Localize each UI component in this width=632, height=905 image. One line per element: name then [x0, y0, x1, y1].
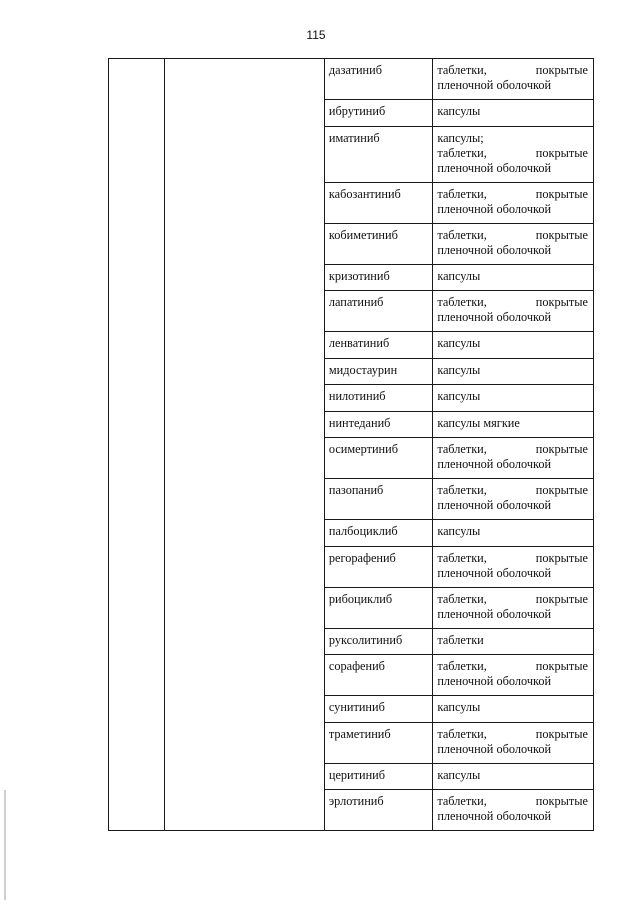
dosage-form-line: пленочной оболочкой [437, 565, 552, 580]
dosage-form-cell [433, 411, 594, 438]
dosage-form-line: таблетки, покрытые [437, 794, 588, 808]
dosage-form-line: пленочной оболочкой [437, 457, 552, 471]
dosage-form-cell [433, 587, 594, 628]
dosage-form-line: таблетки, покрытые [437, 726, 588, 741]
dosage-form-line: капсулы; [437, 130, 484, 145]
dosage-form-line: таблетки, покрытые [437, 227, 588, 242]
page-number: 115 [306, 28, 326, 42]
dosage-form-cell [433, 358, 594, 385]
drug-name-cell: ленватиниб [324, 332, 432, 359]
scan-edge-mark [4, 790, 6, 900]
drug-name-cell: нилотиниб [324, 385, 432, 412]
drug-name-cell: кризотиниб [324, 264, 432, 291]
dosage-form-cell [433, 520, 594, 547]
drug-name-cell: дазатиниб [324, 59, 432, 100]
dosage-form-line: пленочной оболочкой [437, 674, 552, 688]
dosage-form-cell [433, 332, 594, 359]
dosage-form-line: капсулы [437, 104, 481, 118]
dosage-form-line: капсулы [437, 700, 481, 714]
dosage-form-line: пленочной оболочкой [437, 160, 552, 175]
drug-name-cell: руксолитиниб [324, 628, 432, 655]
dosage-form-cell [433, 264, 594, 291]
dosage-form-cell [433, 223, 594, 264]
drug-name-cell: мидостаурин [324, 358, 432, 385]
drug-name-cell: пазопаниб [324, 479, 432, 520]
drug-name-cell: кабозантиниб [324, 182, 432, 223]
drug-name-cell: иматиниб [324, 126, 432, 182]
dosage-form-cell [433, 790, 594, 831]
dosage-form-line: таблетки, покрытые [437, 63, 588, 77]
drug-table [108, 58, 594, 831]
dosage-form-cell [433, 722, 594, 763]
drug-name-cell: церитиниб [324, 763, 432, 790]
dosage-form-cell [433, 385, 594, 412]
drug-name-cell: сунитиниб [324, 696, 432, 723]
drug-name-cell: траметиниб [324, 722, 432, 763]
dosage-form-line: пленочной оболочкой [437, 809, 552, 823]
dosage-form-cell [433, 59, 594, 100]
dosage-form-line: пленочной оболочкой [437, 498, 552, 512]
dosage-form-cell [433, 628, 594, 655]
drug-name-cell: рибоциклиб [324, 587, 432, 628]
drug-name-cell: регорафениб [324, 546, 432, 587]
dosage-form-line: таблетки, покрытые [437, 483, 588, 497]
dosage-form-line: пленочной оболочкой [437, 78, 552, 92]
drug-name-cell: ибрутиниб [324, 100, 432, 127]
dosage-form-line: таблетки, покрытые [437, 591, 588, 606]
dosage-form-line: таблетки, покрытые [437, 550, 588, 565]
dosage-form-line: таблетки, покрытые [437, 442, 588, 456]
dosage-form-line: капсулы [437, 524, 481, 538]
group-code-cell [109, 59, 165, 831]
dosage-form-line: капсулы мягкие [437, 415, 520, 430]
dosage-form-line: капсулы [437, 389, 481, 403]
dosage-form-line: пленочной оболочкой [437, 242, 552, 257]
drug-name-cell: осимертиниб [324, 438, 432, 479]
drug-name-cell: лапатиниб [324, 291, 432, 332]
drug-table-body [109, 59, 594, 831]
table-row [109, 59, 594, 100]
dosage-form-line: капсулы [437, 268, 481, 283]
group-name-cell [165, 59, 325, 831]
dosage-form-cell [433, 479, 594, 520]
dosage-form-line: капсулы [437, 767, 481, 782]
dosage-form-line: таблетки, покрытые [437, 659, 588, 673]
dosage-form-line: пленочной оболочкой [437, 606, 552, 621]
drug-name-cell: палбоциклиб [324, 520, 432, 547]
dosage-form-cell [433, 763, 594, 790]
dosage-form-line: таблетки, покрытые [437, 295, 588, 309]
dosage-form-line: таблетки [437, 632, 484, 647]
dosage-form-line: таблетки, покрытые [437, 145, 588, 160]
dosage-form-line: таблетки, покрытые [437, 186, 588, 201]
dosage-form-cell [433, 438, 594, 479]
dosage-form-cell [433, 655, 594, 696]
drug-name-cell: эрлотиниб [324, 790, 432, 831]
drug-name-cell: нинтеданиб [324, 411, 432, 438]
dosage-form-cell [433, 182, 594, 223]
drug-name-cell: сорафениб [324, 655, 432, 696]
dosage-form-line: пленочной оболочкой [437, 201, 552, 216]
dosage-form-line: капсулы [437, 362, 481, 377]
dosage-form-cell [433, 126, 594, 182]
dosage-form-line: капсулы [437, 336, 481, 350]
dosage-form-cell [433, 546, 594, 587]
dosage-form-line: пленочной оболочкой [437, 310, 552, 324]
dosage-form-line: пленочной оболочкой [437, 741, 552, 756]
dosage-form-cell [433, 100, 594, 127]
dosage-form-cell [433, 291, 594, 332]
drug-name-cell: кобиметиниб [324, 223, 432, 264]
dosage-form-cell [433, 696, 594, 723]
